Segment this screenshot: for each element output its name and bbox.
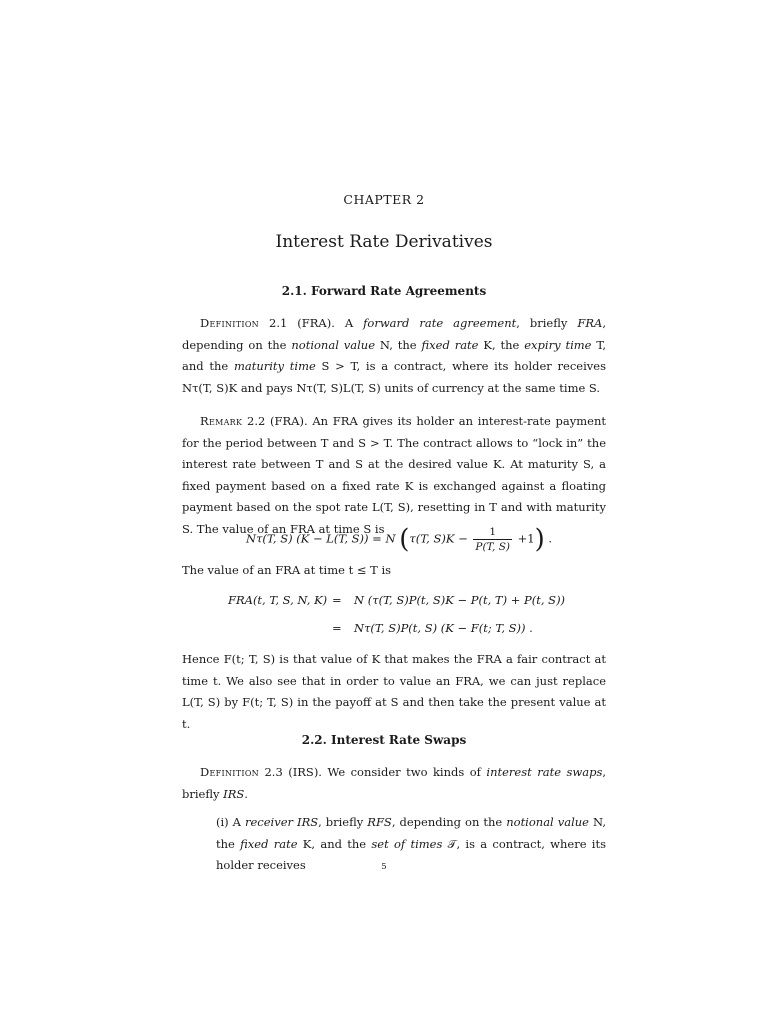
text-run: , briefly [318,815,368,829]
text-run: , briefly [182,765,607,801]
remark-label: Remark [200,414,243,428]
equation-tail: +1 [517,531,535,546]
term-expiry-time: expiry time [524,337,592,352]
text-run: , briefly [516,316,578,330]
text-run: N, the [375,337,422,352]
page-number: 5 [381,862,387,872]
equation-end: . [548,531,553,546]
text-run: 𝒯, is a contract, where its holder receives [216,836,607,873]
fraction-numerator: 1 [473,525,512,540]
chapter-title: Interest Rate Derivatives [275,232,493,252]
term-notional-value: notional value [506,815,589,829]
equation-row-equals: = [332,593,342,607]
abbr-irs: IRS [223,786,245,801]
definition-label: Definition [200,765,259,779]
text-run: , depending on the [391,815,507,829]
remark-2-2 [182,411,606,541]
definition-number: 2.1 (FRA). [269,316,335,330]
equation-row-rhs: Nτ(T, S)P(t, S) (K − F(t; T, S)) . [354,621,533,635]
term-interest-rate-swaps: interest rate swaps [486,765,603,779]
term-fixed-rate: fixed rate [421,337,479,352]
definition-label: Definition [200,316,259,330]
section-heading-2-2: 2.2. Interest Rate Swaps [301,733,467,747]
text-run: N, the [216,815,606,851]
term-forward-rate-agreement: forward rate agreement [363,316,517,330]
equation-fra-value [246,525,552,554]
chapter-label: CHAPTER 2 [343,192,425,207]
equation-row-equals: = [332,621,342,635]
paren-open: ( [399,524,410,555]
text-run: S > T, is a contract, where its holder receives Nτ(T, S)K and pays Nτ(T, S)L(T, S) units of currency at the same time S. [182,359,606,395]
equation-lhs: Nτ(T, S) (K − L(T, S)) = N [246,531,396,546]
definition-number: 2.3 (IRS). [264,765,322,779]
fraction-denominator: P(T, S) [475,541,510,553]
text-run: , depending on the [182,316,606,352]
term-set-of-times: set of times [371,836,443,851]
abbr-rfs: RFS [367,815,392,829]
equation-inner: τ(T, S)K − [409,531,468,546]
term-receiver-irs: receiver IRS [244,815,319,829]
hence-paragraph: Hence F(t; T, S) is that value of K that makes the FRA a fair contract at time t. We also see that in order to value an FRA, we can just replace L(T, S) by F(t; T, S) in the payoff at S and then take the present value at t. [182,652,606,731]
remark-text: An FRA gives its holder an interest-rate payment for the period between T and S > T. The contract allows to “lock in” the interest rate between T and S at the desired value K. At maturity S, a fixed payment based on a fixed rate K is exchanged against a floating payment based on the spot rate L(T, S), resetting in T and with maturity S. The value of an FRA at time S is [182,414,606,536]
definition-2-3 [182,762,606,805]
text-run: We consider two kinds of [321,765,487,779]
equation-row-lhs: FRA(t, T, S, N, K) [228,593,328,607]
text-run: T, and the [182,337,606,374]
term-fixed-rate: fixed rate [240,836,298,851]
abbr-fra: FRA [577,316,603,330]
fraction [473,525,512,554]
definition-2-1 [182,313,606,399]
text-run: A [334,316,364,330]
text-run: K, and the [297,836,372,851]
term-maturity-time: maturity time [233,359,316,374]
term-notional-value: notional value [291,337,375,352]
text-run: K, the [478,337,525,352]
section-heading-2-1: 2.1. Forward Rate Agreements [281,284,487,298]
text-run: A [228,815,245,829]
text-run: . [244,786,248,801]
paren-close: ) [534,524,545,555]
equation-row-rhs: N (τ(T, S)P(t, S)K − P(t, T) + P(t, S)) [354,593,566,607]
list-marker: (i) [216,815,229,829]
value-line: The value of an FRA at time t ≤ T is [182,563,392,577]
remark-number: 2.2 (FRA). [247,414,308,428]
